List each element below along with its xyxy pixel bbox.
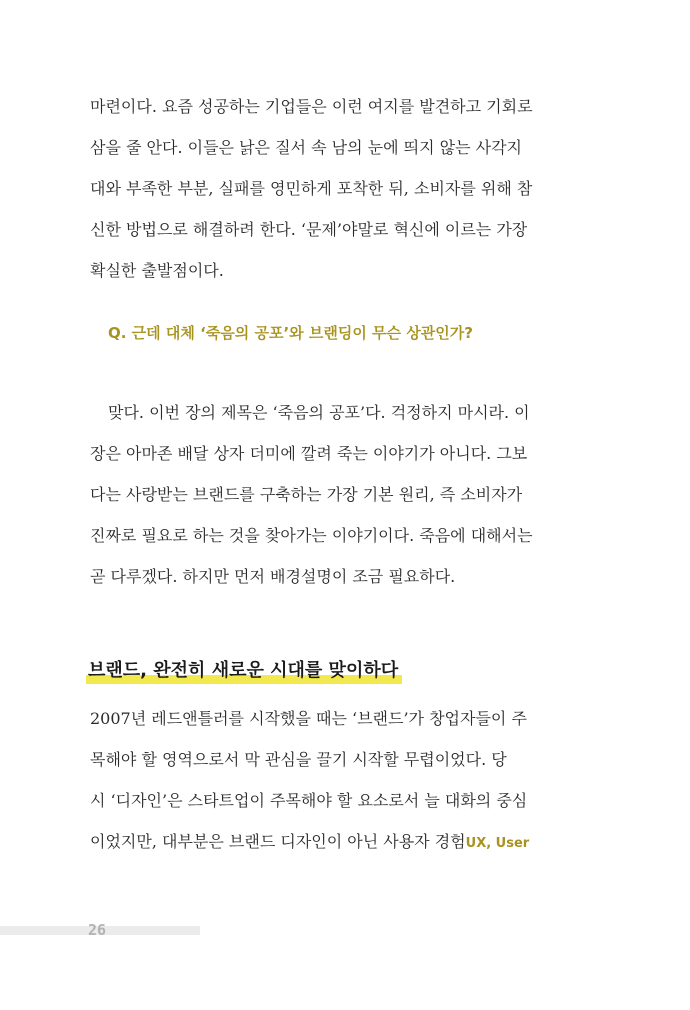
paragraph-3 — [90, 698, 550, 864]
paragraph-2 — [90, 392, 550, 597]
paragraph-1 — [90, 86, 550, 291]
text-line: 목해야 할 영역으로서 막 관심을 끌기 시작할 무렵이었다. 당 — [90, 750, 507, 769]
page-number: 26 — [88, 921, 107, 939]
text-line: 다는 사랑받는 브랜드를 구축하는 가장 기본 원리, 즉 소비자가 — [90, 485, 523, 504]
text-line: 마련이다. 요즘 성공하는 기업들은 이런 여지를 발견하고 기회로 — [90, 97, 533, 116]
text-line: 맞다. 이번 장의 제목은 ‘죽음의 공포’다. 걱정하지 마시라. 이 — [108, 403, 530, 422]
inline-english-term: UX, User — [465, 836, 530, 851]
text-line: 시 ‘디자인’은 스타트업이 주목해야 할 요소로서 늘 대화의 중심 — [90, 791, 528, 810]
text-line: 곧 다루겠다. 하지만 먼저 배경설명이 조금 필요하다. — [90, 567, 456, 586]
text-line: 장은 아마존 배달 상자 더미에 깔려 죽는 이야기가 아니다. 그보 — [90, 444, 528, 463]
text-line: 확실한 출발점이다. — [90, 261, 224, 280]
text-line: 2007년 레드앤틀러를 시작했을 때는 ‘브랜드’가 창업자들이 주 — [90, 709, 527, 728]
text-line-body: 이었지만, 대부분은 브랜드 디자인이 아닌 사용자 경험 — [90, 832, 466, 851]
text-line — [90, 821, 550, 864]
section-heading-block — [88, 656, 398, 682]
text-line: 신한 방법으로 해결하려 한다. ‘문제’야말로 혁신에 이르는 가장 — [90, 220, 528, 239]
question-heading: Q. 근데 대체 ‘죽음의 공포’와 브랜딩이 무슨 상관인가? — [108, 324, 473, 342]
text-line: 대와 부족한 부분, 실패를 영민하게 포착한 뒤, 소비자를 위해 참 — [90, 179, 533, 198]
text-line: 진짜로 필요로 하는 것을 찾아가는 이야기이다. 죽음에 대해서는 — [90, 526, 533, 545]
text-line: 삼을 줄 안다. 이들은 낡은 질서 속 남의 눈에 띄지 않는 사각지 — [90, 138, 522, 157]
section-heading: 브랜드, 완전히 새로운 시대를 맞이하다 — [88, 660, 399, 681]
